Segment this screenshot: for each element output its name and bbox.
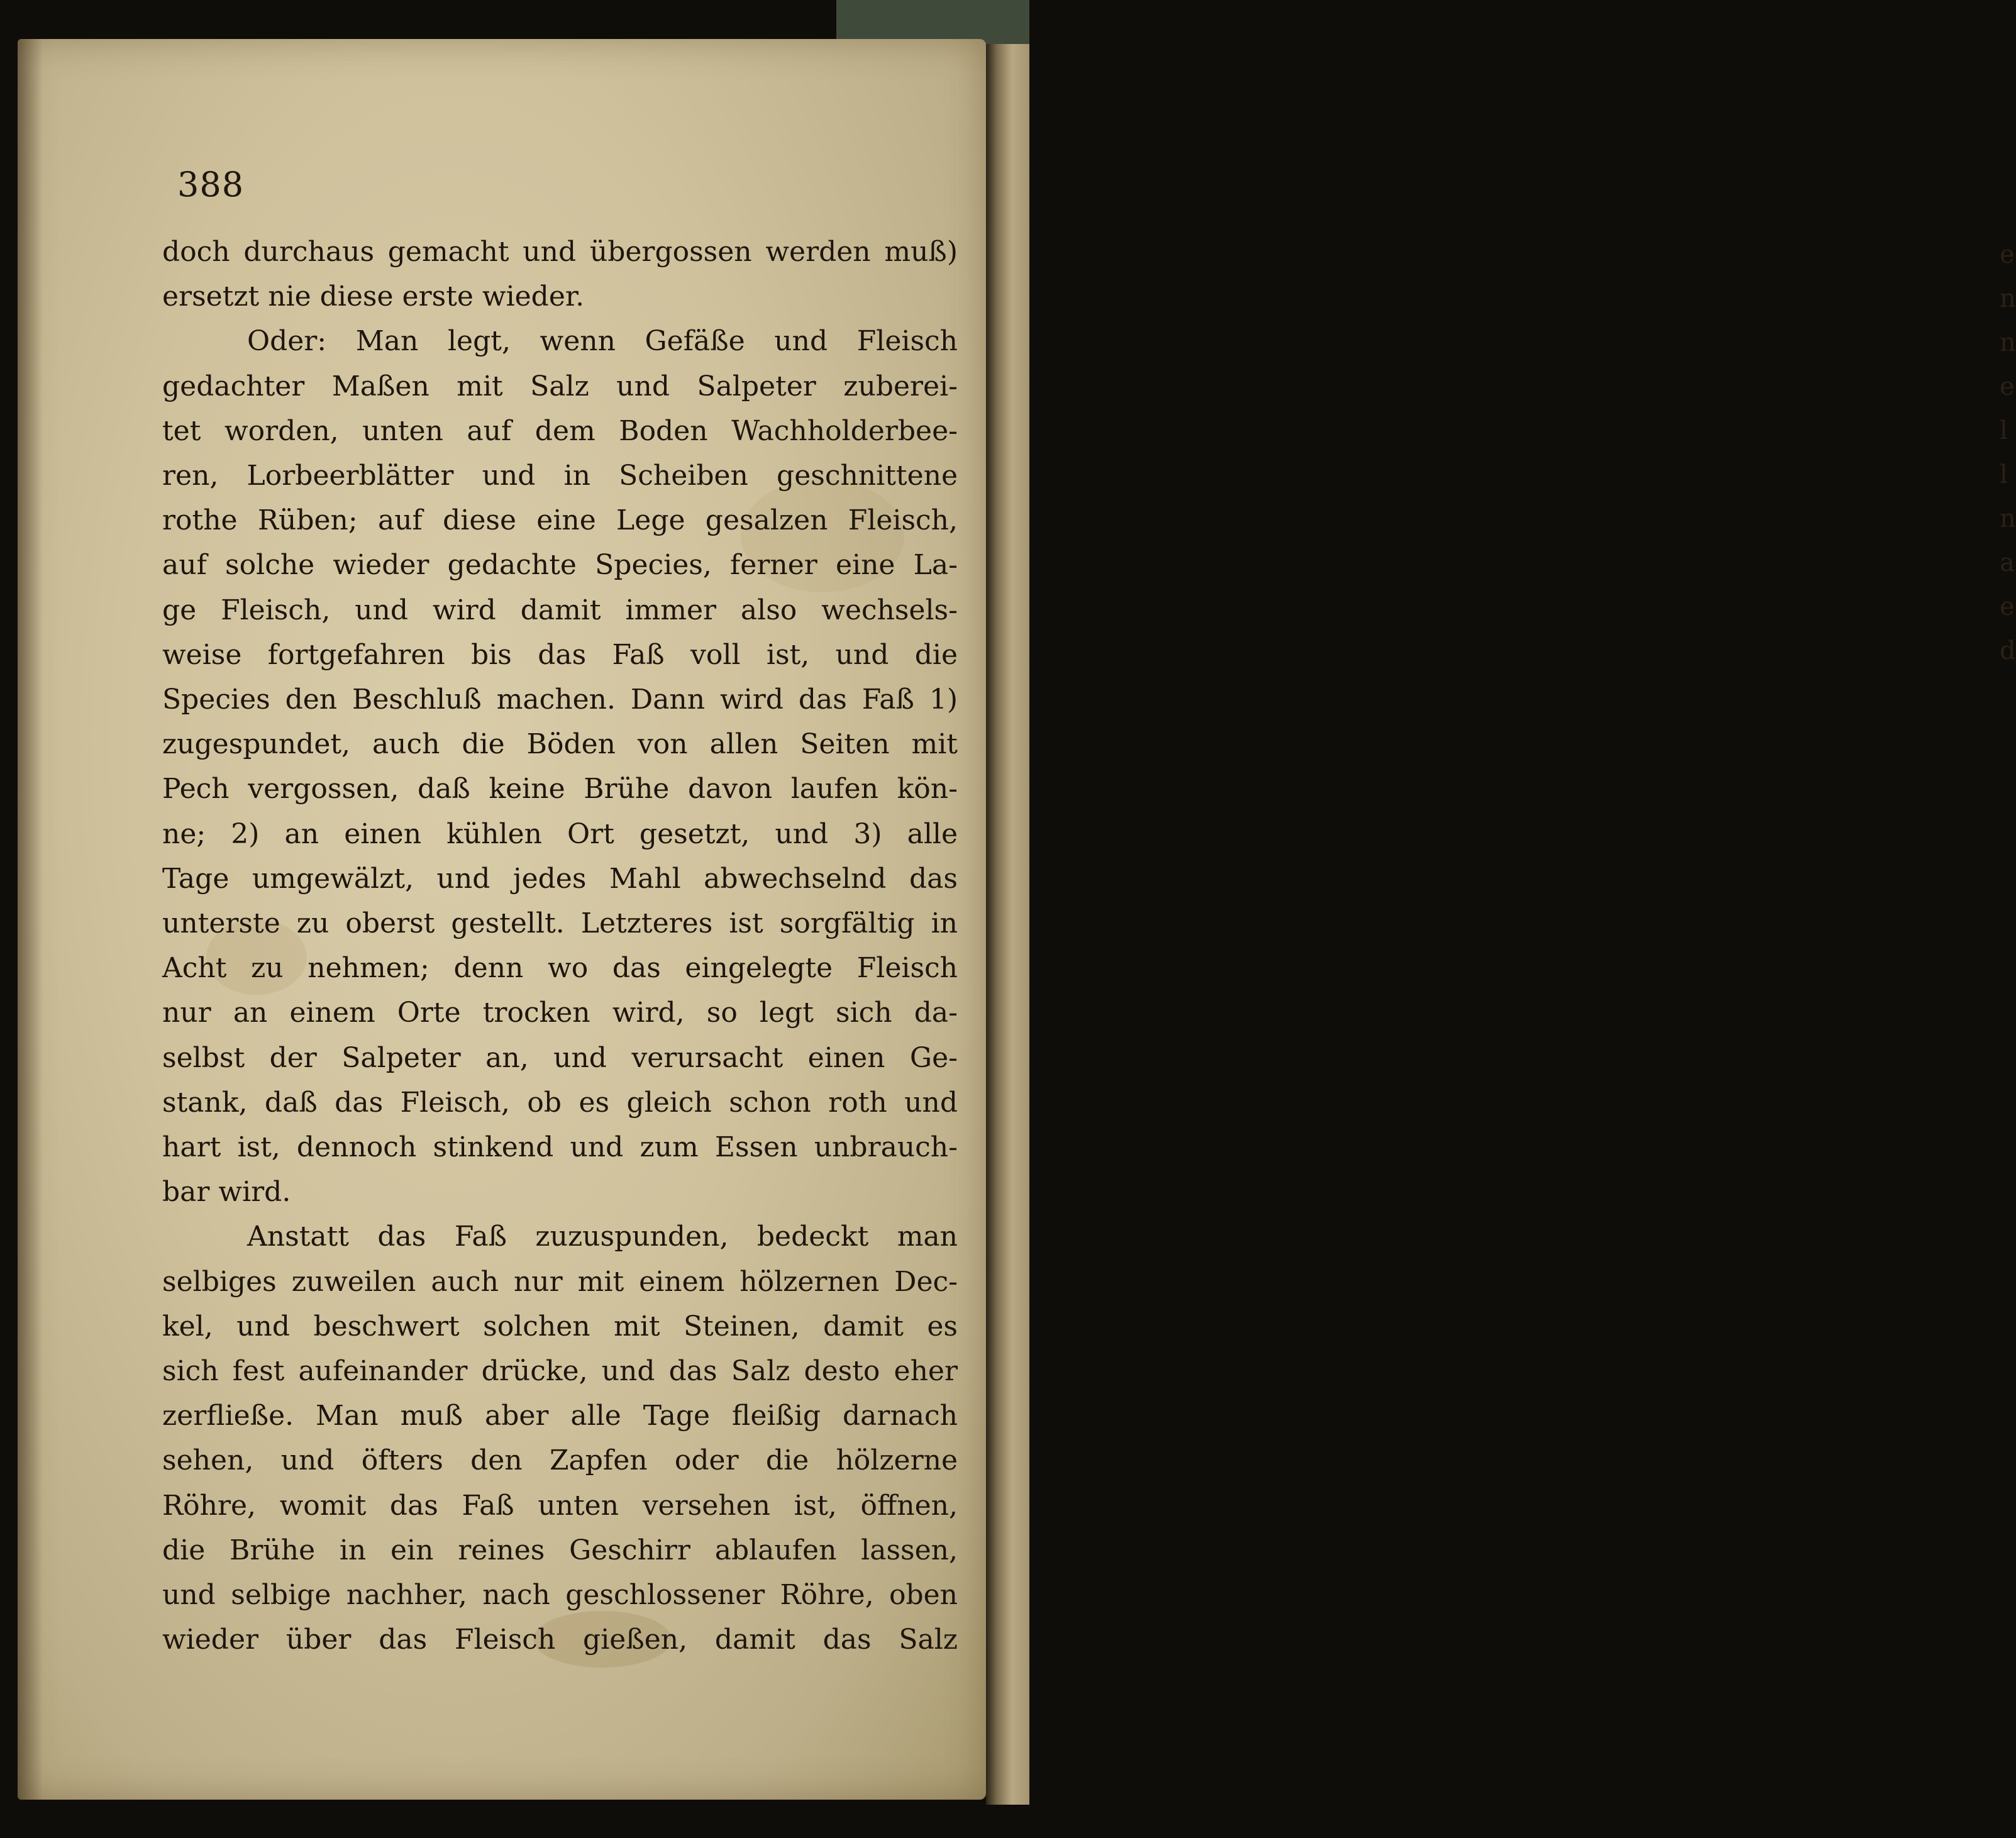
text-line: und selbige nachher, nach geschlossener Röhre, oben (162, 1579, 958, 1612)
text-line: gedachter Maßen mit Salz und Salpeter zuberei- (162, 370, 958, 402)
text-line: sehen, und öfters den Zapfen oder die hölzerne (162, 1444, 958, 1477)
text-line: unterste zu oberst gestellt. Letzteres ist sorgfältig in (162, 907, 958, 940)
text-line: zerfließe. Man muß aber alle Tage fleißig darnach (162, 1400, 958, 1432)
text-line: selbiges zuweilen auch nur mit einem hölzernen Dec- (162, 1265, 958, 1298)
page-gutter-shadow (18, 39, 43, 1800)
text-line: ren, Lorbeerblätter und in Scheiben geschnittene (162, 460, 958, 492)
text-line: tet worden, unten auf dem Boden Wachholderbee- (162, 414, 958, 447)
text-line: rothe Rüben; auf diese eine Lege gesalzen Fleisch, (162, 504, 958, 537)
text-line: Oder: Man legt, wenn Gefäße und Fleisch (247, 325, 958, 358)
text-line: die Brühe in ein reines Geschirr ablaufen lassen, (162, 1534, 958, 1566)
facing-page-letters: e n n e l l n a e d (2000, 240, 2016, 665)
text-line: Anstatt das Faß zuzuspunden, bedeckt man (247, 1221, 958, 1253)
text-line: stank, daß das Fleisch, ob es gleich schon roth und (162, 1086, 958, 1119)
text-line: Pech vergossen, daß keine Brühe davon laufen kön- (162, 773, 958, 806)
binding-cover-strip (836, 0, 1029, 44)
page-number: 388 (177, 165, 245, 204)
text-line: weise fortgefahren bis das Faß voll ist, und die (162, 638, 958, 671)
text-line: Species den Beschluß machen. Dann wird das Faß 1) (162, 684, 958, 716)
text-line: sich fest aufeinander drücke, und das Salz desto eher (162, 1355, 958, 1388)
text-line: Acht zu nehmen; denn wo das eingelegte Fleisch (162, 952, 958, 985)
text-line: hart ist, dennoch stinkend und zum Essen unbrauch- (162, 1131, 958, 1164)
text-line: doch durchaus gemacht und übergossen werden muß) (162, 236, 958, 268)
text-line: auf solche wieder gedachte Species, ferner eine La- (162, 549, 958, 582)
text-line: ersetzt nie diese erste wieder. (162, 280, 585, 313)
text-line: zugespundet, auch die Böden von allen Seiten mit (162, 728, 958, 761)
facing-page-edge (986, 44, 2016, 1805)
text-line: nur an einem Orte trocken wird, so legt sich da- (162, 997, 958, 1029)
text-line: ne; 2) an einen kühlen Ort gesetzt, und 3) alle (162, 817, 958, 850)
text-line: kel, und beschwert solchen mit Steinen, damit es (162, 1310, 958, 1343)
text-line: selbst der Salpeter an, und verursacht einen Ge- (162, 1041, 958, 1074)
text-line: bar wird. (162, 1176, 291, 1209)
text-line: Röhre, womit das Faß unten versehen ist, öffnen, (162, 1489, 958, 1522)
text-line: wieder über das Fleisch gießen, damit das Salz (162, 1624, 958, 1656)
text-line: Tage umgewälzt, und jedes Mahl abwechselnd das (162, 862, 958, 895)
page-body-text (162, 230, 958, 1663)
text-line: ge Fleisch, und wird damit immer also wechsels- (162, 594, 958, 626)
